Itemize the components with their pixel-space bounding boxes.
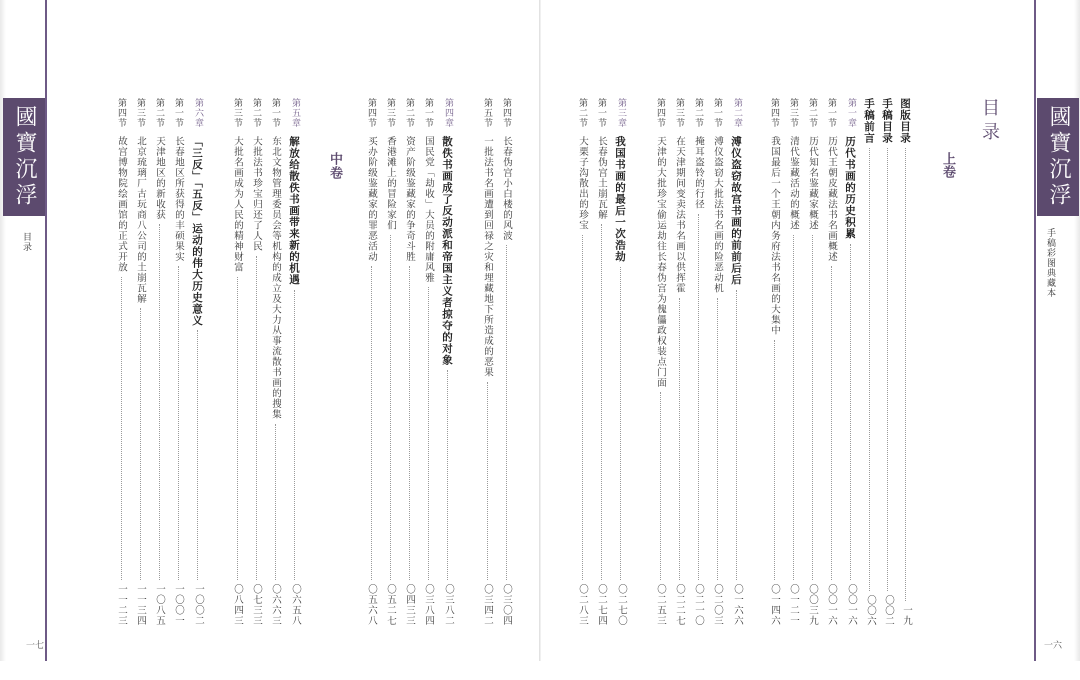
toc-entry[interactable] (190, 98, 205, 626)
toc-entry[interactable] (805, 98, 819, 626)
toc-entry-title: 图版目录 (899, 98, 911, 144)
toc-entry-number: 第一节 (826, 98, 836, 128)
toc-entry-title: 资产阶级鉴藏家的争奇斗胜 (404, 136, 415, 262)
toc-entry-page: 〇二二七 (674, 584, 685, 626)
toc-entry-page: 〇八四三 (232, 584, 243, 626)
toc-entry-title: 历代书画的历史积累 (844, 136, 856, 240)
toc-entry[interactable] (114, 98, 128, 626)
toc-entry[interactable] (133, 98, 147, 626)
right-page-rule (1034, 0, 1036, 661)
toc-entry-number: 第三节 (232, 98, 242, 128)
toc-entry-number: 第四节 (655, 98, 665, 128)
toc-entry-number: 第四节 (116, 98, 126, 128)
toc-entry-number: 第四节 (769, 98, 779, 128)
toc-entry[interactable] (767, 98, 781, 626)
right-page-logo: 國寶沉浮錄 (1037, 98, 1079, 216)
leader-dots (812, 235, 813, 581)
toc-entry-page: 〇七三三 (251, 584, 262, 626)
toc-entry-page: 〇二一〇 (693, 584, 704, 626)
toc-entry-title: 天津地区的新收获 (154, 136, 165, 220)
leader-dots (620, 267, 621, 581)
toc-entry-title: 东北文物管理委员会等机构的成立及大力从事流散书画的搜集 (270, 136, 281, 420)
toc-entry-number: 第四节 (366, 98, 376, 128)
toc-entry-page: 〇一六六 (732, 584, 743, 626)
leader-dots (717, 298, 718, 581)
toc-entry-page: 〇二七〇 (616, 584, 627, 626)
leader-dots (237, 277, 238, 581)
toc-entry-title: 「三反」「五反」运动的伟大历史意义 (191, 136, 203, 327)
toc-entry-page: 一〇八五 (154, 584, 165, 626)
leader-dots (275, 424, 276, 581)
toc-entry-title: 我国最后一个王朝内务府法书名画的大集中 (769, 136, 780, 336)
leader-dots (371, 266, 372, 580)
leader-dots (256, 256, 257, 581)
toc-entry-title: 长春地区所获得的丰硕果实 (173, 136, 184, 262)
leader-dots (793, 235, 794, 581)
toc-entry-number: 第一节 (423, 98, 433, 128)
toc-entry-page: 〇二七四 (596, 584, 607, 626)
toc-entry[interactable] (402, 98, 416, 626)
leader-dots (294, 290, 295, 581)
toc-entry-title: 国民党「劫收」大员的附庸风雅 (423, 136, 434, 283)
toc-entry[interactable] (325, 152, 344, 680)
toc-entry-page: 〇六五八 (290, 584, 301, 626)
toc-entry[interactable] (613, 98, 628, 626)
toc-entry-title: 掩耳盗铃的行径 (693, 136, 704, 210)
toc-entry-number: 第一节 (173, 98, 183, 128)
toc-entry-number: 第二节 (404, 98, 414, 128)
toc-entry-number: 第五章 (290, 98, 300, 128)
toc-entry-title: 我国书画的最后一次浩劫 (614, 136, 626, 263)
toc-entry-title: 大批法书珍宝归还了人民 (251, 136, 262, 252)
toc-entry-page: 〇〇一六 (846, 584, 857, 626)
toc-entry[interactable] (691, 98, 705, 626)
toc-entry-title: 溥仪盗窃故宫书画的前前后后 (730, 136, 742, 286)
toc-entry-title: 长春伪宫土崩瓦解 (596, 136, 607, 220)
toc-entry-title: 一批法书名画遭到回禄之灾和埋藏地下所造成的恶果 (482, 136, 493, 378)
toc-entry[interactable] (287, 98, 302, 626)
leader-dots (506, 245, 507, 580)
toc-entry-page: 〇五二七 (385, 584, 396, 626)
leader-dots (774, 340, 775, 581)
leader-dots (121, 277, 122, 581)
leader-dots (869, 148, 870, 591)
toc-entry[interactable] (824, 98, 838, 626)
toc-entry-title: 天津的大批珍宝偷运劫往长春伪宫为傀儡政权装点门面 (655, 136, 666, 388)
leader-dots (197, 330, 198, 580)
leader-dots (887, 148, 888, 591)
toc-entry-page: 〇二五三 (655, 584, 666, 626)
toc-entry[interactable] (843, 98, 858, 626)
toc-entry-page: 〇二八三 (577, 584, 588, 626)
toc-entry-title: 历代知名鉴藏家概述 (807, 136, 818, 231)
toc-entry-number: 第二节 (807, 98, 817, 128)
toc-entry-number: 第二节 (154, 98, 164, 128)
toc-entry-number: 第二节 (693, 98, 703, 128)
toc-entry-title: 香港滩上的冒险家们 (385, 136, 396, 231)
toc-entry-page: 〇三八四 (423, 584, 434, 626)
leader-dots (159, 224, 160, 580)
toc-entry-number: 第五节 (482, 98, 492, 128)
volume-label: 中卷 (327, 152, 342, 180)
leader-dots (660, 392, 661, 580)
volume-label: 上卷 (940, 152, 955, 178)
toc-entry-title: 买办阶级鉴藏家的罪恶活动 (366, 136, 377, 262)
toc-entry-title: 解放给散佚书画带来新的机遇 (288, 136, 300, 286)
toc-entry-title: 大批名画成为人民的精神财富 (232, 136, 243, 273)
toc-title: 目录 (979, 98, 1000, 146)
toc-entry-title: 长春伪宫小白楼的风波 (501, 136, 512, 241)
toc-entry-page: 一〇〇二 (193, 584, 204, 626)
toc-entry-page: 〇三四二 (482, 584, 493, 626)
toc-entry-number: 第二节 (577, 98, 587, 128)
toc-entry-page: 〇五六八 (366, 584, 377, 626)
toc-entry[interactable] (575, 98, 589, 626)
toc-entry-number: 第三节 (135, 98, 145, 128)
toc-entry-page: 〇二〇三 (712, 584, 723, 626)
leader-dots (390, 235, 391, 581)
toc-entry-number: 第一节 (596, 98, 606, 128)
toc-entry-page: 〇〇二 (883, 594, 894, 626)
toc-entry-page: 〇〇一六 (826, 584, 837, 626)
left-page-logo: 國寶沉浮 (3, 98, 45, 216)
toc-entry[interactable] (440, 98, 455, 626)
toc-entry[interactable] (653, 98, 667, 626)
toc-entry-title: 手稿前言 (863, 98, 875, 144)
leader-dots (582, 235, 583, 581)
toc-entry[interactable] (249, 98, 263, 626)
left-page-folio: 一七 (26, 641, 45, 651)
toc-entry-page: 〇四三三 (404, 584, 415, 626)
toc-entry[interactable] (268, 98, 282, 626)
toc-entry[interactable] (672, 98, 686, 626)
toc-entry-title: 北京琉璃厂古玩商八公司的土崩瓦解 (135, 136, 146, 304)
toc-entry-number: 第三节 (385, 98, 395, 128)
toc-entry[interactable] (594, 98, 608, 626)
toc-entry-page: 〇六六三 (270, 584, 281, 626)
toc-entry[interactable] (729, 98, 744, 626)
toc-entry-page: 一一三四 (135, 584, 146, 626)
leader-dots (140, 308, 141, 580)
toc-entry[interactable] (786, 98, 800, 626)
toc-entry-page: 〇一二一 (788, 584, 799, 626)
leader-dots (409, 266, 410, 580)
right-page-side-label: 手稿彩图典藏本 (1045, 228, 1055, 298)
toc-entry-title: 溥仪盗窃大批法书名画的险恶动机 (712, 136, 723, 294)
leader-dots (601, 224, 602, 580)
toc-entry[interactable] (480, 98, 494, 626)
toc-entry-page: 〇三〇四 (501, 584, 512, 626)
toc-entry-page: 〇一四六 (769, 584, 780, 626)
toc-entry[interactable] (230, 98, 244, 626)
toc-entry-page: 一〇〇一 (173, 584, 184, 626)
toc-entry[interactable] (152, 98, 166, 626)
toc-entry-title: 散佚书画成了反动派和帝国主义者掠夺的对象 (441, 136, 453, 366)
toc-entry[interactable] (421, 98, 435, 626)
right-page-folio: 一六 (1044, 641, 1063, 651)
toc-entry-number: 第一节 (712, 98, 722, 128)
toc-entry[interactable] (171, 98, 185, 626)
toc-entry-title: 手稿目录 (881, 98, 893, 144)
toc-entry-page: 一九 (901, 605, 912, 626)
toc-entry-number: 第四节 (501, 98, 511, 128)
leader-dots (698, 214, 699, 581)
toc-entry[interactable] (898, 98, 913, 626)
book-gutter (539, 0, 541, 661)
toc-entry-title: 历代王朝皮藏法书名画概述 (826, 136, 837, 262)
leader-dots (850, 244, 851, 581)
toc-entry-title: 清代鉴藏活动的概述 (788, 136, 799, 231)
toc-entry[interactable] (862, 98, 877, 626)
toc-entry-title: 在天津期间变卖法书名画以供挥霍 (674, 136, 685, 294)
leader-dots (905, 148, 906, 601)
leader-dots (428, 287, 429, 580)
toc-entry-page: 一一二三 (116, 584, 127, 626)
toc-entry[interactable] (364, 98, 378, 626)
toc-entry[interactable] (710, 98, 724, 626)
toc-entry-number: 第三章 (616, 98, 626, 128)
toc-entry-title: 故宫博物院绘画馆的正式开放 (116, 136, 127, 273)
toc-entry-title: 大栗子沟散出的珍宝 (577, 136, 588, 231)
leader-dots (831, 266, 832, 580)
leader-dots (487, 382, 488, 581)
toc-entry-number: 第三节 (788, 98, 798, 128)
leader-dots (736, 290, 737, 581)
toc-entry-number: 第二章 (732, 98, 742, 128)
toc-entry[interactable] (383, 98, 397, 626)
leader-dots (679, 298, 680, 581)
toc-entry-number: 第二节 (251, 98, 261, 128)
toc-entry-number: 第一节 (270, 98, 280, 128)
leader-dots (447, 370, 448, 580)
left-page-side-label: 目录 (21, 232, 31, 252)
toc-entry[interactable] (499, 98, 513, 626)
left-page-rule (45, 0, 47, 661)
toc-entry-number: 第四章 (443, 98, 453, 128)
toc-entry-page: 〇三八二 (443, 584, 454, 626)
toc-entry-number: 第一章 (846, 98, 856, 128)
toc-entry-page: 〇〇六 (865, 594, 876, 626)
toc-entry[interactable] (880, 98, 895, 626)
toc-entry-number: 第三节 (674, 98, 684, 128)
toc-entry-page: 〇〇三九 (807, 584, 818, 626)
toc-entry-number: 第六章 (193, 98, 203, 128)
leader-dots (178, 266, 179, 580)
